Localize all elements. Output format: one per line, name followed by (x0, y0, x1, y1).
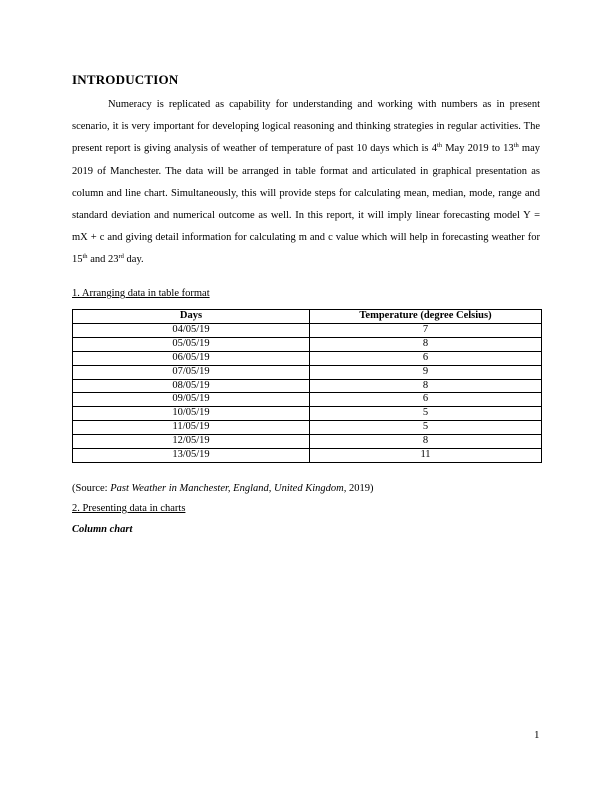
cell-temperature: 8 (310, 337, 542, 351)
cell-day: 08/05/19 (73, 379, 310, 393)
table-row (73, 323, 542, 337)
table-body (73, 323, 542, 462)
section-heading-table: 1. Arranging data in table format (72, 288, 210, 299)
cell-day: 10/05/19 (73, 407, 310, 421)
intro-sup-2: th (513, 142, 519, 150)
cell-day: 09/05/19 (73, 393, 310, 407)
page-heading: INTRODUCTION (72, 72, 179, 87)
section-heading-charts: 2. Presenting data in charts (72, 503, 186, 514)
intro-paragraph (72, 94, 540, 272)
cell-temperature: 9 (310, 365, 542, 379)
table-header-row (73, 310, 542, 324)
cell-temperature: 8 (310, 379, 542, 393)
temperature-table (72, 309, 542, 463)
source-citation (72, 483, 373, 494)
source-prefix: (Source: (72, 483, 111, 494)
intro-text-3: may 2019 of Manchester. The data will be arranged in table format and articulated in graphical presentation as column and line chart. Simultaneously, this will provide steps for calculating mean, median, mode, range and standard deviation and numerical outcome as well. In this report, it will imply linear forecasting model Y = mX + c and giving detail information for calculating m and c value which will help in forecasting weather for 15 (72, 143, 540, 266)
intro-text-4: and 23 (87, 254, 119, 266)
table-row (73, 351, 542, 365)
intro-sup-1: th (436, 142, 443, 150)
cell-day: 13/05/19 (73, 449, 310, 463)
cell-day: 11/05/19 (73, 421, 310, 435)
source-suffix: 2019) (346, 483, 374, 494)
source-title: Past Weather in Manchester, England, United Kingdom, (110, 483, 347, 494)
cell-day: 05/05/19 (73, 337, 310, 351)
table-row (73, 449, 542, 463)
intro-text-1: Numeracy is replicated as capability for understanding and working with numbers as in present scenario, it is very important for developing logical reasoning and thinking strategies in regular activities. The present report is giving analysis of weather of temperature of past 10 days which is 4 (72, 99, 540, 155)
cell-temperature: 7 (310, 323, 542, 337)
cell-day: 07/05/19 (73, 365, 310, 379)
table-row (73, 435, 542, 449)
intro-text-2: May 2019 to 13 (442, 143, 514, 155)
cell-temperature: 8 (310, 435, 542, 449)
intro-text-5: day. (123, 254, 144, 266)
cell-day: 06/05/19 (73, 351, 310, 365)
table-row (73, 393, 542, 407)
cell-temperature: 5 (310, 421, 542, 435)
table-row (73, 365, 542, 379)
intro-sup-3: th (82, 253, 88, 261)
cell-temperature: 11 (310, 449, 542, 463)
cell-temperature: 6 (310, 393, 542, 407)
column-header-days: Days (73, 310, 310, 324)
table-row (73, 421, 542, 435)
cell-day: 12/05/19 (73, 435, 310, 449)
page-number: 1 (534, 729, 540, 741)
cell-temperature: 6 (310, 351, 542, 365)
intro-sup-4: rd (118, 253, 124, 261)
chart-label: Column chart (72, 524, 133, 535)
table-row (73, 337, 542, 351)
cell-temperature: 5 (310, 407, 542, 421)
table-row (73, 379, 542, 393)
cell-day: 04/05/19 (73, 323, 310, 337)
column-header-temperature: Temperature (degree Celsius) (310, 310, 542, 324)
table-row (73, 407, 542, 421)
